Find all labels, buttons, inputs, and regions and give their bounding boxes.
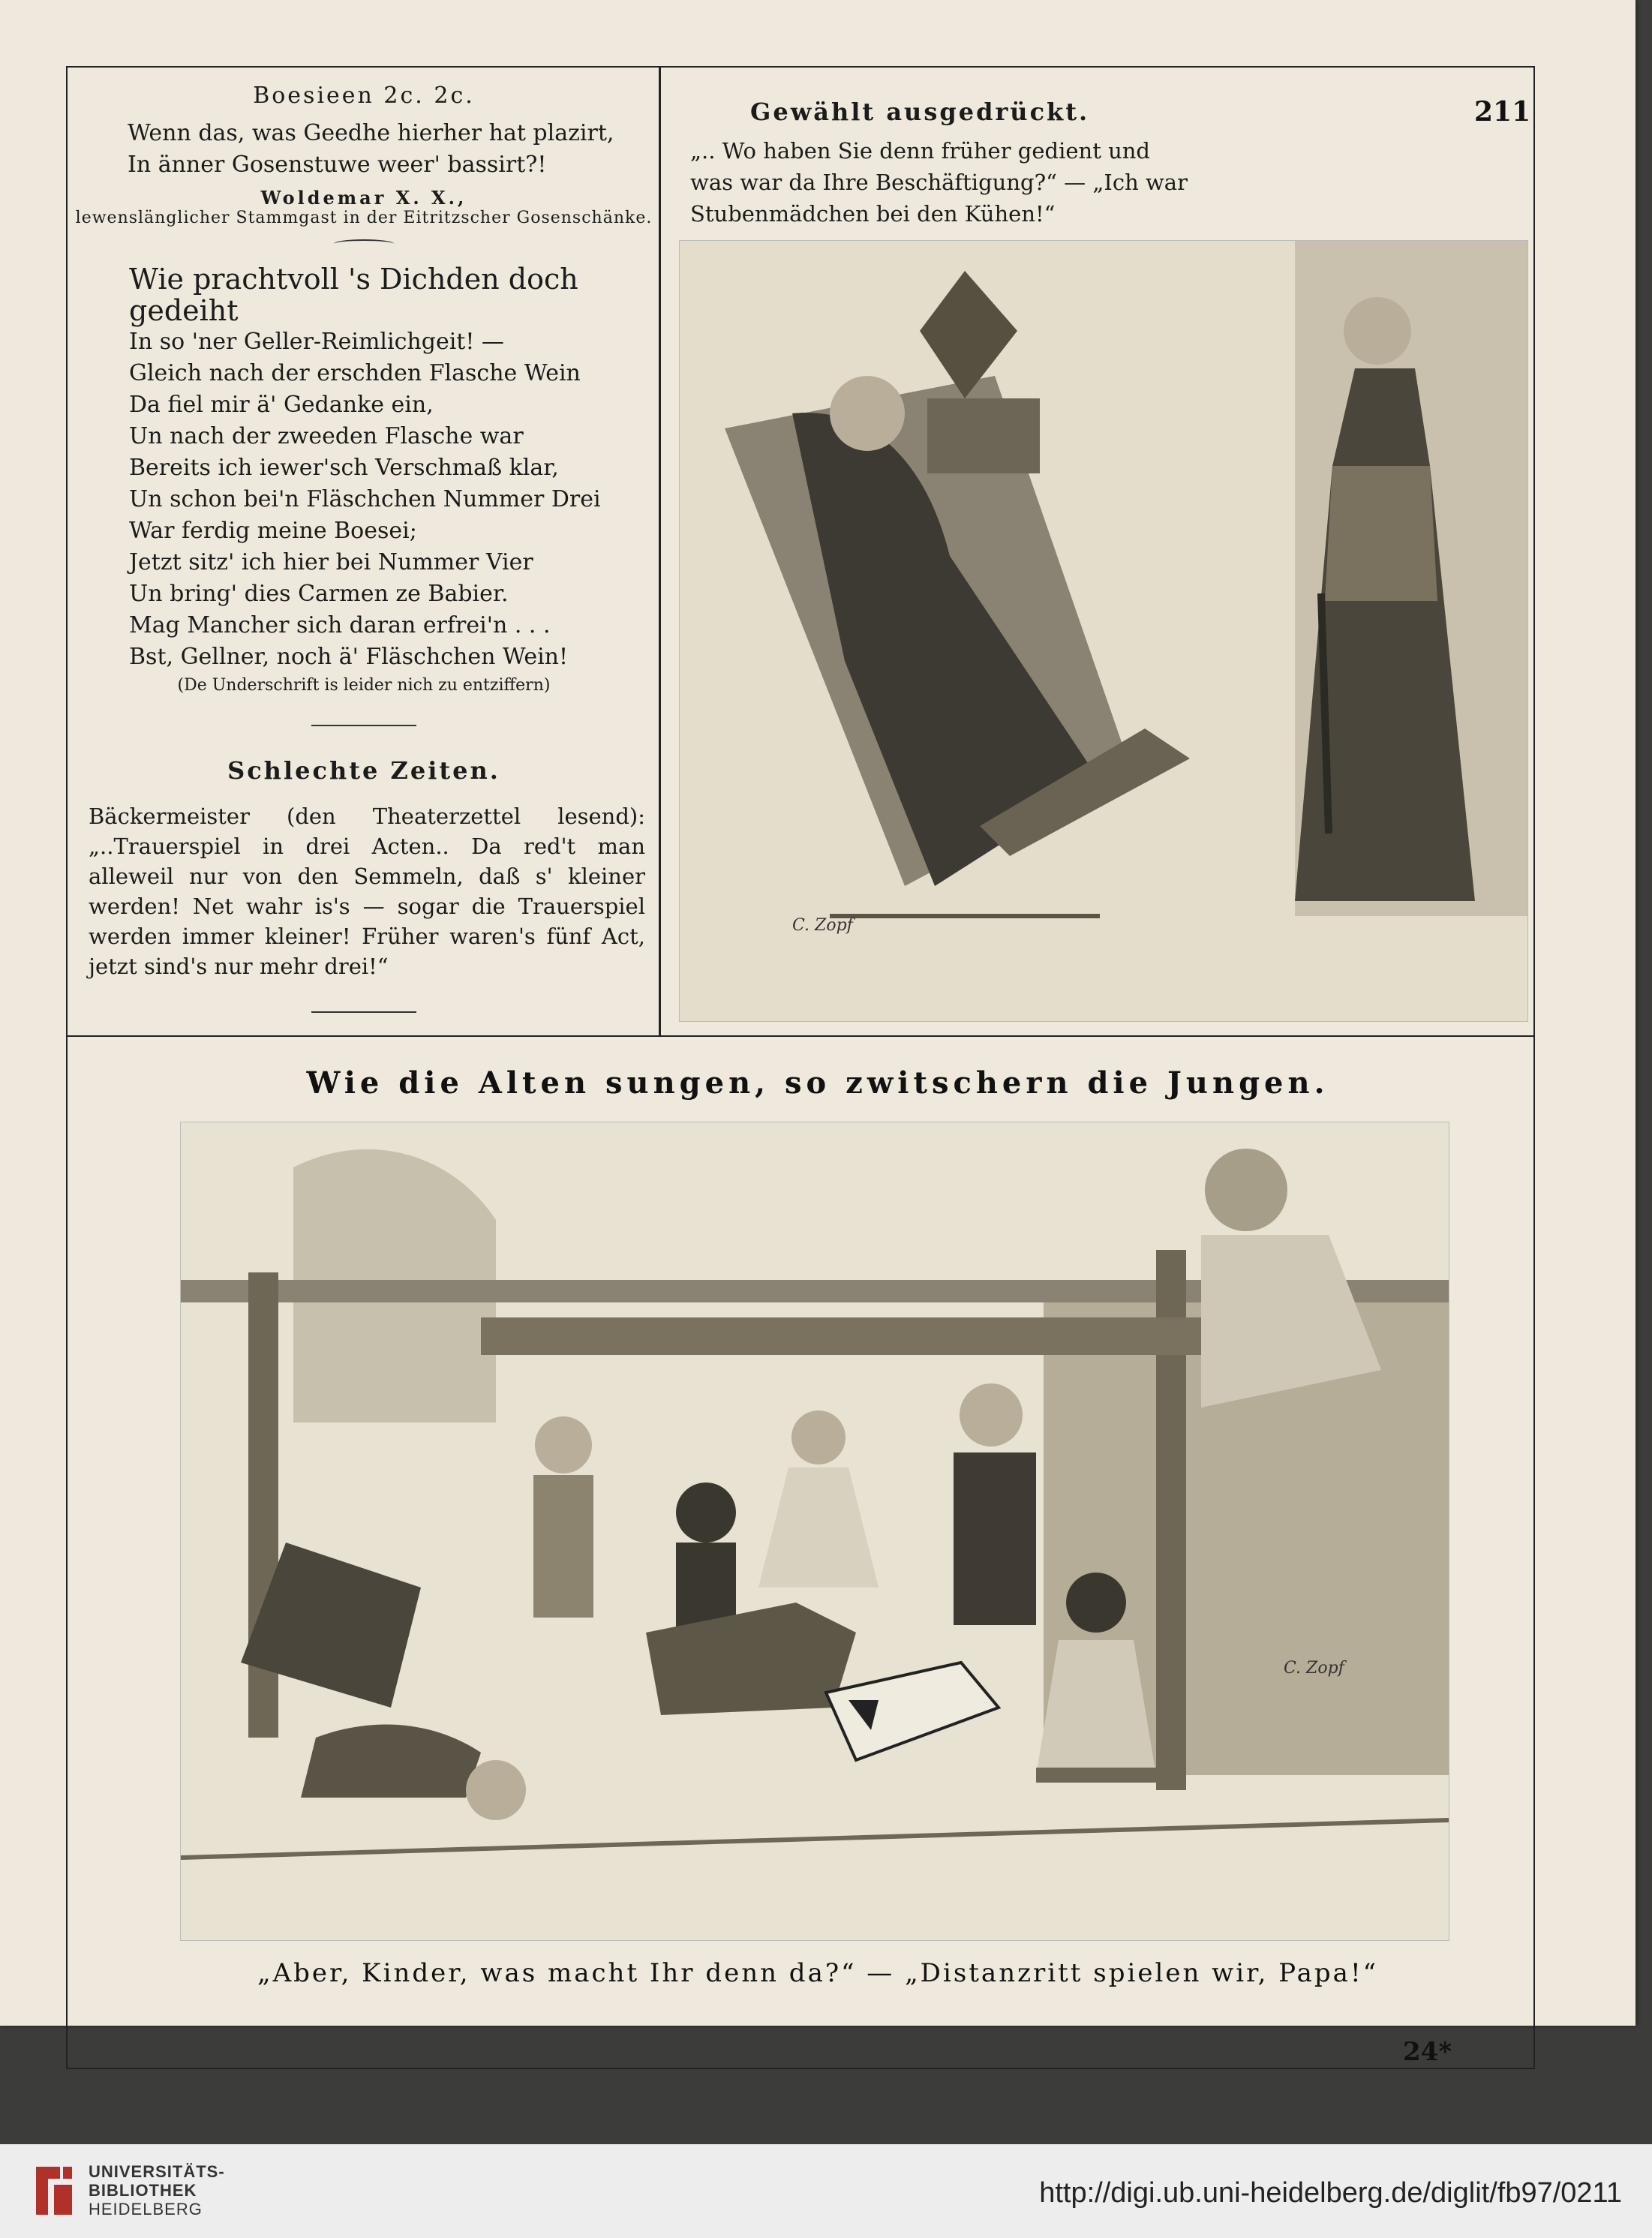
left-column (75, 83, 653, 1043)
poem-line: Un nach der zweeden Flasche war (129, 423, 524, 449)
poem-line: Bereits ich iewer'sch Verschmaß klar, (129, 455, 559, 481)
anecdote-line: was war da Ihre Beschäftigung?“ — „Ich war (690, 170, 1188, 195)
poem-heading: Boesieen 2c. 2c. (253, 83, 475, 109)
short-divider (311, 1011, 416, 1013)
illustration-caption: „Aber, Kinder, was macht Ihr denn da?“ — „Distanzritt spielen wir, Papa!“ (257, 1958, 1378, 1988)
section-text: Bäckermeister (den Theaterzettel lesend): „..Trauerspiel in drei Acten.. Da red't man alleweil nur von den Semmeln, daß s' kleiner werden! Net wahr is's — sogar die Trauerspiel werden immer kleiner! Früher waren's fünf Act, jetzt sind's nur mehr drei!“ (89, 804, 645, 979)
poem-line: Un schon bei'n Fläschchen Nummer Drei (129, 486, 601, 512)
signature-mark: 24* (1403, 2037, 1452, 2067)
poem-line: Gleich nach der erschden Flasche Wein (129, 360, 581, 386)
short-divider (311, 725, 416, 726)
illustration-children (180, 1122, 1449, 1941)
maid-engraving (680, 241, 1527, 1021)
logo-line: UNIVERSITÄTS- (89, 2162, 225, 2181)
anecdote-heading: Gewählt ausgedrückt. (750, 98, 1090, 126)
poem-line: War ferdig meine Boesei; (129, 518, 417, 544)
poem-line: Da fiel mir ä' Gedanke ein, (129, 392, 434, 418)
poem-line: Mag Mancher sich daran erfrei'n . . . (129, 612, 551, 638)
page-number: 211 (1474, 96, 1531, 128)
poem-line: In so 'ner Geller-Reimlichgeit! — (129, 329, 504, 355)
illustration-title: Wie die Alten sungen, so zwitschern die Jungen. (306, 1065, 1329, 1101)
intro-line: In änner Gosenstuwe weer' bassirt?! (128, 152, 547, 178)
author-description: lewenslänglicher Stammgast in der Eitritzscher Gosenschänke. (75, 209, 653, 227)
column-divider (659, 68, 661, 1035)
source-url-link[interactable]: http://digi.ub.uni-heidelberg.de/diglit/fb97/0211 (1039, 2177, 1622, 2209)
logo-line: BIBLIOTHEK (89, 2181, 197, 2200)
poem-line: Bst, Gellner, noch ä' Fläschchen Wein! (129, 644, 569, 670)
library-footer (0, 2026, 1652, 2238)
poem-line: Jetzt sitz' ich hier bei Nummer Vier (129, 549, 533, 575)
poem-line: Un bring' dies Carmen ze Babier. (129, 581, 509, 607)
anecdote-text (690, 135, 1440, 230)
author-name: Woldemar X. X., (260, 187, 467, 209)
artist-signature: C. Zopf (1284, 1659, 1344, 1678)
artist-signature: C. Zopf (792, 916, 853, 935)
ornament-divider (334, 239, 394, 248)
illustration-maid (679, 240, 1528, 1022)
poem-note: (De Underschrift is leider nich zu entziffern) (177, 676, 551, 695)
anecdote-line: Stubenmädchen bei den Kühen!“ (690, 201, 1056, 227)
poem (75, 263, 653, 673)
logo-line: HEIDELBERG (89, 2200, 203, 2218)
children-engraving (181, 1122, 1449, 1940)
library-logo-icon (30, 2161, 78, 2221)
intro-line: Wenn das, was Geedhe hierher hat plazirt, (128, 120, 614, 146)
section-heading: Schlechte Zeiten. (227, 756, 500, 785)
poem-line: Wie prachtvoll 's Dichden doch gedeiht (129, 263, 578, 327)
library-logo-text (89, 2162, 225, 2218)
anecdote-line: „.. Wo haben Sie denn früher gedient und (690, 138, 1150, 164)
